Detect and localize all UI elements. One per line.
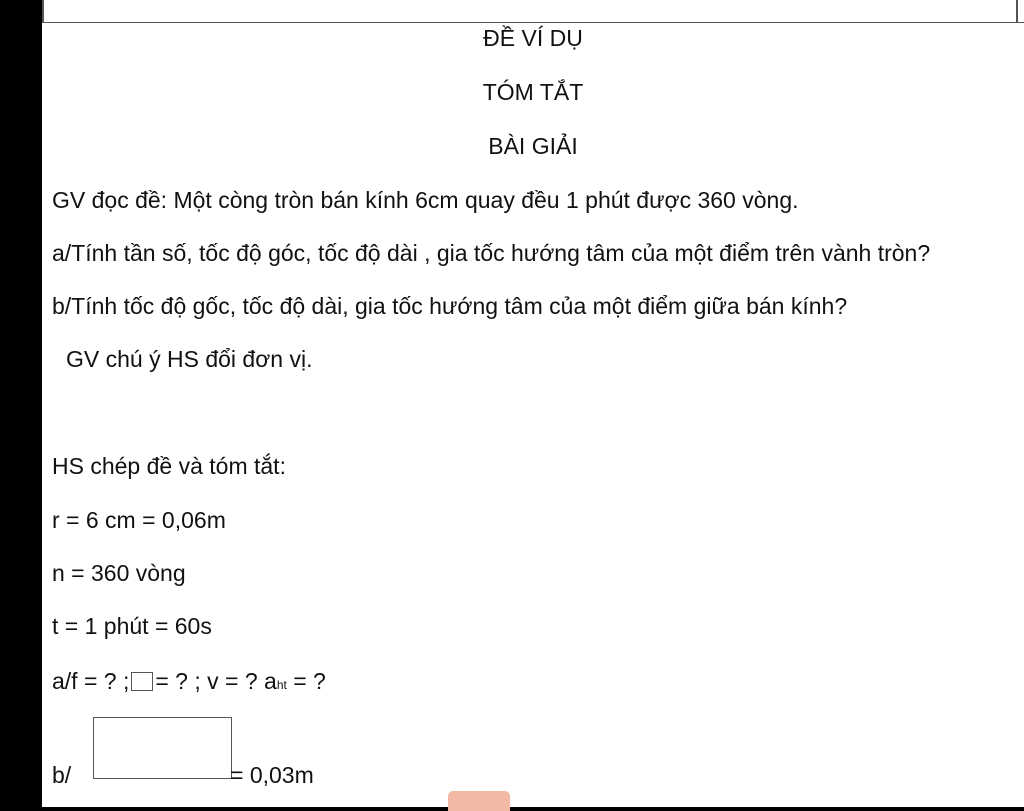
given-time: t = 1 phút = 60s [52, 613, 212, 639]
problem-statement: GV đọc đề: Một còng tròn bán kính 6cm quay đều 1 phút được 360 vòng. [52, 187, 799, 213]
part-b-label: b/ [52, 762, 72, 788]
find-a-subscript: ht [276, 678, 287, 692]
teacher-note: GV chú ý HS đổi đơn vị. [66, 346, 313, 372]
table-border-right [1016, 0, 1018, 22]
find-a-middle: = ? ; v = ? a [155, 668, 277, 694]
document-page [42, 0, 1024, 807]
given-revolutions: n = 360 vòng [52, 560, 186, 586]
find-a-suffix: = ? [286, 668, 326, 694]
heading-summary: TÓM TẮT [482, 79, 584, 105]
find-a-prefix: a/f = ? ; [52, 668, 130, 694]
heading-example: ĐỀ VÍ DỤ [483, 25, 583, 51]
table-border-left [42, 0, 44, 22]
top-strip [42, 0, 1024, 23]
heading-solution: BÀI GIẢI [488, 133, 578, 159]
missing-symbol-box [131, 672, 153, 691]
missing-image-box [93, 717, 232, 779]
question-a: a/Tính tần số, tốc độ góc, tốc độ dài , gia tốc hướng tâm của một điểm trên vành tròn? [52, 240, 931, 266]
student-task: HS chép đề và tóm tắt: [52, 453, 286, 479]
given-radius: r = 6 cm = 0,06m [52, 507, 226, 533]
part-b-value: = 0,03m [230, 762, 314, 788]
page-indicator-tab[interactable] [448, 791, 510, 811]
question-b: b/Tính tốc độ gốc, tốc độ dài, gia tốc hướng tâm của một điểm giữa bán kính? [52, 293, 848, 319]
find-part-a [52, 667, 326, 699]
